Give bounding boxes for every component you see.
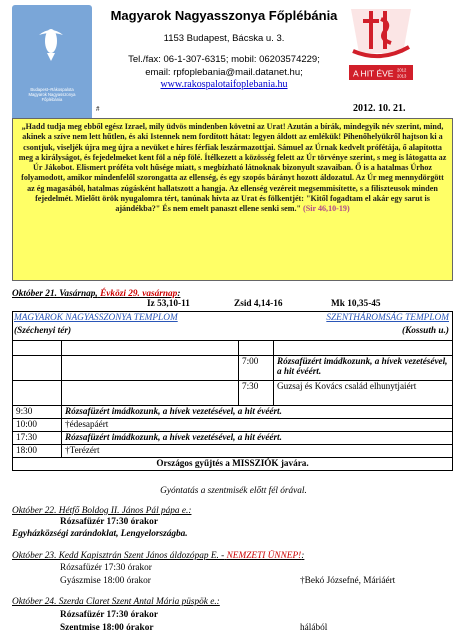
parish-header bbox=[104, 8, 344, 90]
day-heading-oct21 bbox=[12, 289, 180, 299]
scripture-quote-box bbox=[12, 118, 453, 281]
sunday-schedule-table bbox=[12, 311, 453, 471]
time-cell: 7:30 bbox=[239, 381, 274, 406]
mass-oct24: Szentmise 18:00 órakor bbox=[60, 623, 154, 633]
requiem-intent-oct23: †Bekó Józsefné, Máriáért bbox=[300, 576, 396, 586]
mass-intent-cell: Rózsafüzért imádkozunk, a hívek vezetésével, a hit évéért. bbox=[62, 432, 453, 445]
dove-icon bbox=[36, 23, 66, 63]
rosary-oct23: Rózsafüzér 17:30 órakor bbox=[60, 563, 152, 573]
logo-year-1: 2012 bbox=[397, 67, 407, 73]
collection-notice: Országos gyűjtés a MISSZIÓK javára. bbox=[13, 458, 453, 471]
table-row bbox=[13, 381, 453, 406]
parish-logo bbox=[12, 5, 92, 121]
logo-text-3: Főplébánia bbox=[41, 97, 63, 102]
time-cell: 7:00 bbox=[239, 356, 274, 381]
parish-email: email: rpfoplebania@mail.datanet.hu; bbox=[145, 67, 303, 78]
church-left-title: MAGYAROK NAGYASSZONYA TEMPLOM bbox=[14, 313, 178, 323]
rosary-oct22: Rózsafüzér 17:30 órakor bbox=[60, 517, 158, 527]
scripture-reference: (Sir 46,10-19) bbox=[303, 204, 350, 214]
time-cell: 17:30 bbox=[13, 432, 62, 445]
parish-address: 1153 Budapest, Bácska u. 3. bbox=[163, 33, 285, 44]
table-row bbox=[13, 458, 453, 471]
mass-intent-cell: †édesapáért bbox=[62, 419, 453, 432]
time-cell: 18:00 bbox=[13, 445, 62, 458]
table-header-row bbox=[13, 312, 453, 341]
reading-2: Zsid 4,14-16 bbox=[234, 299, 283, 309]
reading-3: Mk 10,35-45 bbox=[331, 299, 381, 309]
day-heading-oct22: Október 22. Hétfő Boldog II. János Pál pápa e.: bbox=[12, 506, 192, 516]
hash-mark: # bbox=[96, 105, 100, 113]
day-heading-colon: : bbox=[301, 551, 305, 561]
church-right-location: (Kossuth u.) bbox=[401, 326, 449, 336]
parish-website-link[interactable]: www.rakospalotaifoplebania.hu bbox=[160, 79, 288, 90]
mass-intent-cell: †Terézért bbox=[62, 445, 453, 458]
logo-label: A HIT ÉVE bbox=[353, 68, 394, 79]
national-holiday-label: NEMZETI ÜNNEP! bbox=[226, 551, 302, 561]
church-right-title: SZENTHÁROMSÁG TEMPLOM bbox=[326, 313, 449, 323]
year-of-faith-logo bbox=[345, 5, 417, 85]
rosary-oct24: Rózsafüzér 17:30 órakor bbox=[60, 610, 158, 620]
day-heading-oct24: Október 24. Szerda Claret Szent Antal Mária püspök e.: bbox=[12, 597, 220, 607]
table-row bbox=[13, 445, 453, 458]
scripture-quote-text: „Hadd tudja meg ebből egész Izrael, mily üdvös mindenben követni az Urat! Azután a bírák, mindegyik név szerint, mind, akinek a szíve nem lett hűtlen, és aki Istennek nem fordított hátat: legyen áldott az emlékük! Pihenőhelyükről hajtson ki a csontjuk, viseljék újra meg újra a nevüket e híres férfiak leszármazottjai. Sámuel az Úrnak kedvelt prófétája, ő alapította meg a királyságot, és fejedelmeket kent föl a nép fölé. Ítélkezett a közösség felett az Úr törvénye szerint, s meg is látogatta az Úr Jákobot. Elismert próféta volt hűsége miatt, s megbízható látnoknak bizonyult szavaiban. Ő is a hatalmas Úrhoz folyamodott, amikor mindenfelől szorongatta az ellenség, és egy szopós bárányt hozott áldozatul. Az Úr meg mennydörgött az ég magasából, hatalmas zúgásként hallatszott a hangja. Az ellenség vezéreit megsemmisítette, s a filiszteusok minden fejedelmét. Mielőtt örök nyugalomra tért, tanúnak hívta az Urat és fölkentjét: "Kitől fogadtam el akár egy sarut is ajándékba?" És nem emelt panaszt ellene senki sem." bbox=[18, 122, 447, 214]
mass-intent-cell: Rózsafüzért imádkozunk, a hívek vezetésével, a hit évéért. bbox=[274, 356, 453, 381]
day-heading-feast: Évközi 29. vasárnap bbox=[100, 289, 178, 299]
mass-intent-cell: Guzsaj és Kovács család elhunytjaiért bbox=[274, 381, 453, 406]
parish-title: Magyarok Nagyasszonya Főplébánia bbox=[110, 8, 338, 23]
reading-1: Iz 53,10-11 bbox=[147, 299, 190, 309]
logo-text-2: Magyarok Nagyasszonya bbox=[28, 92, 76, 97]
church-left-location: (Széchenyi tér) bbox=[14, 326, 72, 336]
table-row bbox=[13, 356, 453, 381]
time-cell: 9:30 bbox=[13, 406, 62, 419]
table-row bbox=[13, 406, 453, 419]
parish-phone: Tel./fax: 06-1-307-6315; mobil: 06203574229; bbox=[128, 54, 320, 65]
requiem-oct23: Gyászmise 18:00 órakor bbox=[60, 576, 151, 586]
day-heading-text: Október 23. Kedd Kapisztrán Szent János áldozópap E. - bbox=[12, 551, 225, 561]
day-heading-oct23 bbox=[12, 551, 304, 561]
time-cell: 10:00 bbox=[13, 419, 62, 432]
table-row bbox=[13, 341, 453, 356]
confession-notice: Gyóntatás a szentmisék előtt fél órával. bbox=[160, 486, 307, 496]
table-row bbox=[13, 419, 453, 432]
logo-text-1: Budapest–Rákospalota bbox=[30, 87, 74, 92]
bulletin-date: 2012. 10. 21. bbox=[353, 103, 406, 114]
day-heading-date: Október 21. Vasárnap, bbox=[12, 289, 98, 299]
day-heading-colon: : bbox=[177, 289, 181, 299]
pilgrimage-notice: Egyházközségi zarándoklat, Lengyelországba. bbox=[12, 529, 188, 539]
mass-intent-oct24: hálából bbox=[300, 623, 328, 633]
logo-year-2: 2013 bbox=[397, 73, 407, 79]
table-row bbox=[13, 432, 453, 445]
mass-intent-cell: Rózsafüzért imádkozunk, a hívek vezetésével, a hit évéért. bbox=[62, 406, 453, 419]
